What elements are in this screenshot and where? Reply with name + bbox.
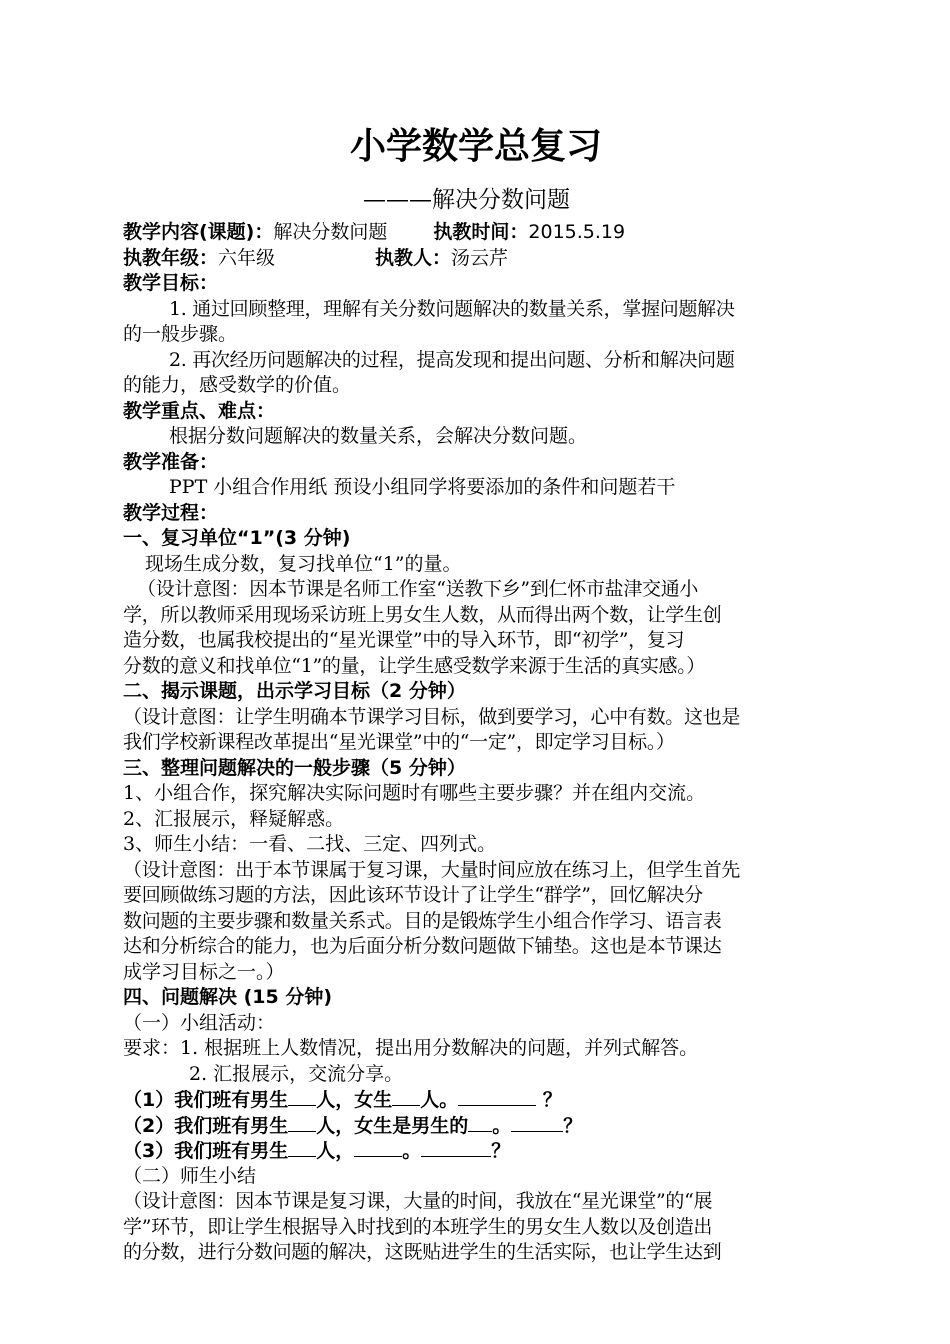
- document-subtitle: ———解决分数问题: [363, 187, 570, 213]
- goal-1-line-1: 1. 通过回顾整理，理解有关分数问题解决的数量关系，掌握问题解决: [169, 297, 735, 320]
- meta-content-row: [123, 220, 829, 246]
- section-4-design-3: 的分数，进行分数问题的解决，这既贴进学生的生活实际，也让学生达到: [123, 1241, 722, 1263]
- section-1-design-4: 分数的意义和找单位“1”的量，让学生感受数学来源于生活的真实感。）: [123, 654, 706, 677]
- question-1: [123, 1087, 829, 1113]
- section-1-text: 现场生成分数，复习找单位“1”的量。: [145, 552, 462, 575]
- question-3-blank-question[interactable]: [421, 1138, 491, 1157]
- grade-value: 六年级: [218, 246, 276, 269]
- question-3: [123, 1138, 829, 1164]
- content-label: 教学内容(课题)：: [123, 221, 274, 243]
- question-1-blank-boys[interactable]: [288, 1087, 316, 1106]
- section-3-item-2: 2、汇报展示，释疑解惑。: [123, 807, 345, 830]
- question-1-blank-question[interactable]: [458, 1087, 536, 1106]
- section-3-design-1: （设计意图：出于本节课属于复习课，大量时间应放在练习上，但学生首先: [123, 858, 741, 881]
- section-1-design-2: 学，所以教师采用现场采访班上男女生人数，从而得出两个数，让学生创: [123, 603, 722, 626]
- section-1-design-1: （设计意图：因本节课是名师工作室“送教下乡”到仁怀市盐津交通小: [137, 578, 699, 600]
- section-1-heading: 一、复习单位“1”(3 分钟): [123, 527, 351, 549]
- teacher-label: 执教人：: [375, 246, 452, 269]
- question-2-part-b: 人，女生是男生的: [316, 1114, 469, 1137]
- document-body: [123, 220, 829, 1266]
- question-3-part-c: 。: [402, 1140, 422, 1162]
- question-3-blank-condition[interactable]: [354, 1138, 402, 1157]
- section-3-item-1: 1、小组合作，探究解决实际问题时有哪些主要步骤？并在组内交流。: [123, 782, 706, 804]
- goal-1-line-2: 的一般步骤。: [123, 323, 238, 345]
- section-3-heading: 三、整理问题解决的一般步骤（5 分钟）: [123, 756, 466, 779]
- question-3-part-b: 人，: [316, 1140, 355, 1162]
- question-1-part-d: ？: [536, 1089, 562, 1111]
- keypoints-heading: 教学重点、难点：: [123, 399, 276, 422]
- requirement-label: 要求：: [123, 1037, 181, 1059]
- question-2-blank-fraction[interactable]: [468, 1113, 492, 1132]
- section-2-heading: 二、揭示课题，出示学习目标（2 分钟）: [123, 680, 466, 702]
- section-4-heading: 四、问题解决 (15 分钟): [123, 986, 333, 1008]
- document-title: 小学数学总复习: [349, 126, 602, 167]
- section-3-design-2: 要回顾做练习题的方法，因此该环节设计了让学生“群学”，回忆解决分: [123, 884, 703, 906]
- teacher-value: 汤云芹: [451, 246, 509, 269]
- section-4-design-2: 学”环节，即让学生根据导入时找到的本班学生的男女生人数以及创造出: [123, 1215, 713, 1238]
- section-2-design-2: 我们学校新课程改革提出“星光课堂”中的“一定”，即定学习目标。）: [123, 731, 675, 753]
- question-2-part-c: 。: [492, 1114, 512, 1137]
- question-1-part-a: （1）我们班有男生: [123, 1089, 289, 1111]
- section-3-design-4: 达和分析综合的能力，也为后面分析分数问题做下铺垫。这也是本节课达: [123, 935, 722, 957]
- time-value: 2015.5.19: [528, 221, 626, 243]
- question-1-part-b: 人，女生: [316, 1089, 393, 1111]
- time-label: 执教时间：: [433, 221, 529, 243]
- question-2-part-a: （2）我们班有男生: [123, 1114, 289, 1137]
- section-4-sub-1: （一）小组活动：: [123, 1011, 276, 1034]
- goal-2-line-2: 的能力，感受数学的价值。: [123, 374, 352, 396]
- question-1-part-c: 人。: [420, 1089, 459, 1111]
- meta-grade-row: [123, 246, 829, 272]
- goal-2-line-1: 2. 再次经历问题解决的过程，提高发现和提出问题、分析和解决问题: [169, 348, 735, 371]
- section-2-design-1: （设计意图：让学生明确本节课学习目标，做到要学习，心中有数。这也是: [123, 705, 741, 728]
- question-2-blank-boys[interactable]: [288, 1113, 316, 1132]
- requirement-1-text: 1. 根据班上人数情况，提出用分数解决的问题，并列式解答。: [180, 1037, 699, 1059]
- question-2: [123, 1113, 829, 1139]
- section-3-design-3: 数问题的主要步骤和数量关系式。目的是锻炼学生小组合作学习、语言表: [123, 909, 722, 932]
- question-1-blank-girls[interactable]: [392, 1087, 420, 1106]
- section-4-requirement-2: 2. 汇报展示，交流分享。: [189, 1062, 404, 1085]
- section-4-requirement-1: [123, 1036, 829, 1062]
- section-1-design-3: 造分数，也属我校提出的“星光课堂”中的导入环节，即“初学”，复习: [123, 629, 685, 651]
- prep-heading: 教学准备：: [123, 450, 219, 473]
- grade-label: 执教年级：: [123, 246, 219, 269]
- keypoints-text: 根据分数问题解决的数量关系，会解决分数问题。: [169, 425, 588, 447]
- goals-heading: 教学目标：: [123, 272, 219, 294]
- section-4-sub-2: （二）师生小结: [123, 1164, 257, 1187]
- section-3-item-3: 3、师生小结：一看、二找、三定、四列式。: [123, 833, 497, 855]
- question-2-blank-question[interactable]: [511, 1113, 563, 1132]
- section-4-design-1: （设计意图：因本节课是复习课，大量的时间，我放在“星光课堂”的“展: [123, 1190, 713, 1212]
- question-3-blank-boys[interactable]: [288, 1138, 316, 1157]
- section-3-design-5: 成学习目标之一。）: [123, 960, 285, 983]
- prep-text: PPT 小组合作用纸 预设小组同学将要添加的条件和问题若干: [169, 476, 676, 498]
- content-value: 解决分数问题: [273, 221, 388, 243]
- question-3-part-d: ？: [491, 1140, 511, 1162]
- process-heading: 教学过程：: [123, 501, 219, 524]
- question-3-part-a: （3）我们班有男生: [123, 1140, 289, 1162]
- question-2-part-d: ？: [563, 1114, 583, 1137]
